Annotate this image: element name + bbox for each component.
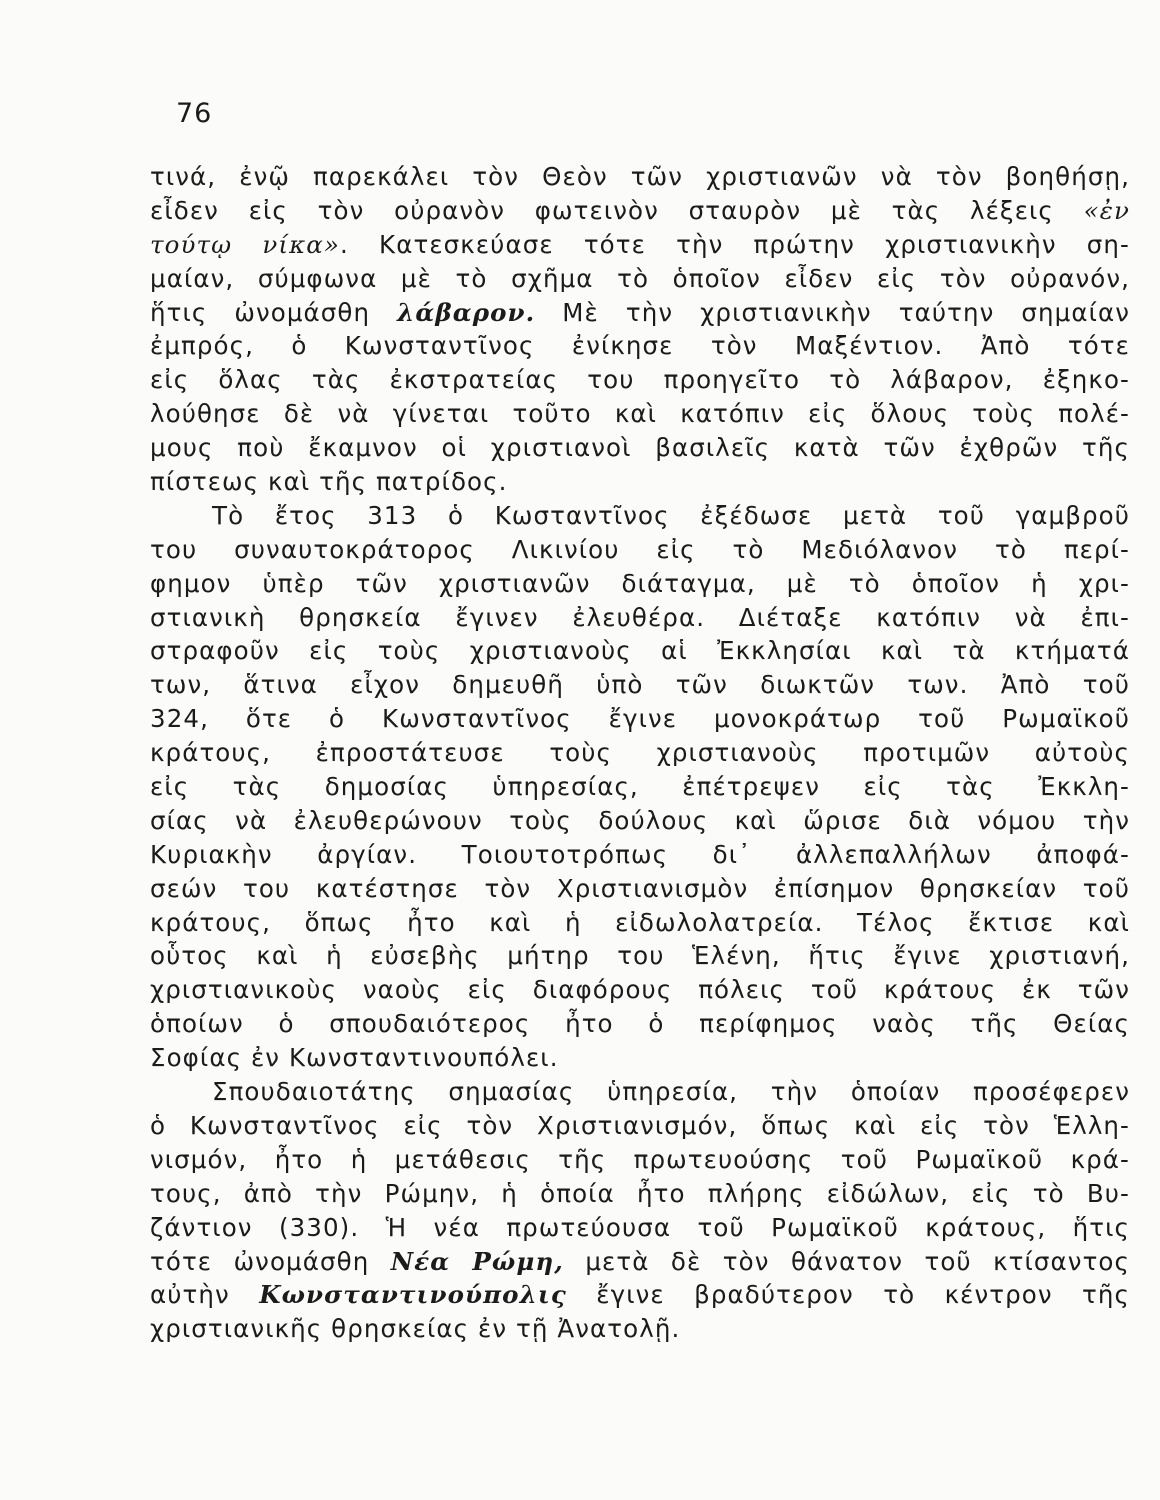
page-number: 76 [176, 98, 213, 129]
text-line: των, ἅτινα εἶχον δημευθῆ ὑπὸ τῶν διωκτῶν των. Ἀπὸ τοῦ [150, 670, 1130, 700]
text-line: Τὸ ἔτος 313 ὁ Κωσταντῖνος ἐξέδωσε μετὰ τοῦ γαμβροῦ [212, 500, 1130, 530]
text-line: κράτους, ὅπως ἦτο καὶ ἡ εἰδωλολατρεία. Τέλος ἔκτισε καὶ [150, 907, 1130, 937]
text-line: χριστιανικοὺς ναοὺς εἰς διαφόρους πόλεις τοῦ κράτους ἐκ τῶν [150, 975, 1130, 1005]
text-line [150, 228, 1130, 262]
text-line: λούθησε δὲ νὰ γίνεται τοῦτο καὶ κατόπιν εἰς ὅλους τοὺς πολέ- [150, 399, 1130, 429]
body-text [150, 160, 1130, 1346]
emphasized-term: λάβαρον. [397, 297, 536, 327]
text-segment: μετὰ δὲ τὸν θάνατον τοῦ κτίσαντος [563, 1246, 1130, 1276]
text-line: εἰς τὰς δημοσίας ὑπηρεσίας, ἐπέτρεψεν εἰς τὰς Ἐκκλη- [150, 772, 1130, 802]
text-line: οὗτος καὶ ἡ εὐσεβὴς μήτηρ του Ἑλένη, ἥτις ἔγινε χριστιανή, [150, 941, 1130, 971]
text-line: Σπουδαιοτάτης σημασίας ὑπηρεσία, τὴν ὁποίαν προσέφερεν [212, 1077, 1130, 1107]
text-line: μαίαν, σύμφωνα μὲ τὸ σχῆμα τὸ ὁποῖον εἶδεν εἰς τὸν οὐρανόν, [150, 263, 1130, 293]
text-line: κράτους, ἐπροστάτευσε τοὺς χριστιανοὺς προτιμῶν αὐτοὺς [150, 738, 1130, 768]
text-line [150, 1278, 1130, 1312]
text-line: εἰς ὅλας τὰς ἐκστρατείας του προηγεῖτο τὸ λάβαρον, ἐξηκο- [150, 365, 1130, 395]
text-line: ἐμπρός, ὁ Κωνσταντῖνος ἐνίκησε τὸν Μαξέντιον. Ἀπὸ τότε [150, 331, 1130, 361]
text-segment: τότε ὠνομάσθη [150, 1246, 391, 1276]
text-line [150, 1245, 1130, 1279]
text-segment: ἔγινε βραδύτερον τὸ κέντρον τῆς [566, 1280, 1130, 1310]
text-segment: . Κατεσκεύασε τότε τὴν πρώτην χριστιανικὴν ση- [340, 229, 1130, 259]
text-line: σίας νὰ ἐλευθερώνουν τοὺς δούλους καὶ ὥρισε διὰ νόμου τὴν [150, 805, 1130, 835]
text-line: σεών του κατέστησε τὸν Χριστιανισμὸν ἐπίσημον θρησκείαν τοῦ [150, 873, 1130, 903]
text-line [150, 194, 1130, 228]
quoted-phrase: «ἐν [1083, 195, 1130, 225]
text-line: τινά, ἐνῷ παρεκάλει τὸν Θεὸν τῶν χριστιανῶν νὰ τὸν βοηθήσῃ, [150, 162, 1130, 191]
text-line: Κυριακὴν ἀργίαν. Τοιουτοτρόπως δι᾽ ἀλλεπαλλήλων ἀποφά- [150, 839, 1130, 869]
text-line: χριστιανικῆς θρησκείας ἐν τῇ Ἀνατολῇ. [150, 1314, 681, 1344]
text-segment: ἥτις ὠνομάσθη [150, 297, 398, 327]
quoted-phrase: τούτῳ νίκα» [150, 229, 340, 259]
text-line: μους ποὺ ἔκαμνον οἱ χριστιανοὶ βασιλεῖς κατὰ τῶν ἐχθρῶν τῆς [150, 433, 1130, 463]
text-line: στραφοῦν εἰς τοὺς χριστιανοὺς αἱ Ἐκκλησίαι καὶ τὰ κτήματά [150, 636, 1130, 666]
text-segment: Μὲ τὴν χριστιανικὴν ταύτην σημαίαν [535, 297, 1130, 327]
text-line [150, 296, 1130, 330]
text-line: Σοφίας ἐν Κωνσταντινουπόλει. [150, 1043, 559, 1073]
text-line: στιανικὴ θρησκεία ἔγινεν ἐλευθέρα. Διέταξε κατόπιν νὰ ἐπι- [150, 602, 1130, 632]
text-line: ὁποίων ὁ σπουδαιότερος ἦτο ὁ περίφημος ναὸς τῆς Θείας [150, 1009, 1130, 1039]
text-line: τους, ἀπὸ τὴν Ρώμην, ἡ ὁποία ἦτο πλήρης εἰδώλων, εἰς τὸ Βυ- [150, 1178, 1130, 1208]
text-line: πίστεως καὶ τῆς πατρίδος. [150, 467, 508, 497]
text-line: του συναυτοκράτορος Λικινίου εἰς τὸ Μεδιόλανον τὸ περί- [150, 534, 1130, 564]
text-line: ὁ Κωνσταντῖνος εἰς τὸν Χριστιανισμόν, ὅπως καὶ εἰς τὸν Ἑλλη- [150, 1110, 1130, 1140]
text-line: νισμόν, ἦτο ἡ μετάθεσις τῆς πρωτευούσης τοῦ Ρωμαϊκοῦ κρά- [150, 1144, 1130, 1174]
text-segment: αὐτὴν [150, 1280, 260, 1310]
text-line: φημον ὑπὲρ τῶν χριστιανῶν διάταγμα, μὲ τὸ ὁποῖον ἡ χρι- [150, 568, 1130, 598]
emphasized-term: Νέα Ρώμη, [390, 1246, 564, 1276]
text-line: 324, ὅτε ὁ Κωνσταντῖνος ἔγινε μονοκράτωρ τοῦ Ρωμαϊκοῦ [150, 704, 1130, 734]
emphasized-term: Κωνσταντινούπολις [259, 1280, 567, 1310]
text-line: ζάντιον (330). Ἡ νέα πρωτεύουσα τοῦ Ρωμαϊκοῦ κράτους, ἥτις [150, 1212, 1130, 1242]
text-segment: εἶδεν εἰς τὸν οὐρανὸν φωτεινὸν σταυρὸν μὲ τὰς λέξεις [150, 195, 1084, 225]
